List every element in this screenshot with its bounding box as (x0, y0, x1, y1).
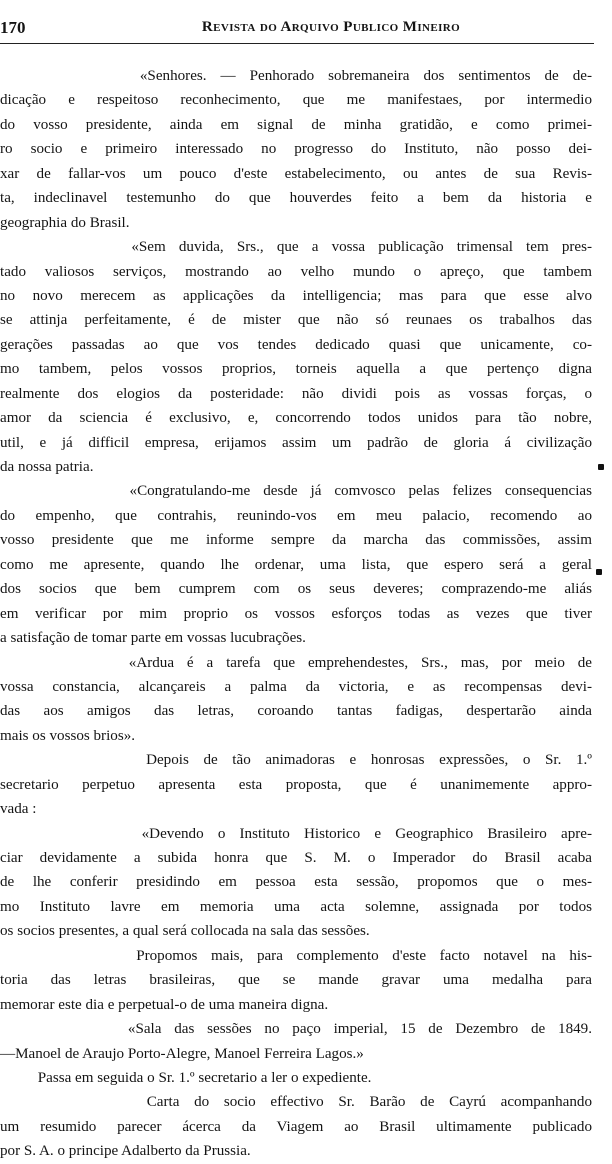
text-line: «Senhores. — Penhorado sobremaneira dos sentimentos de de- (0, 68, 592, 84)
text-line: dicação e respeitoso reconhecimento, que me manifestaes, por intermedio (0, 92, 592, 109)
running-title: Revista do Arquivo Publico Mineiro (201, 19, 461, 35)
text-line: como me apresente, quando lhe ordenar, uma lista, que espero será a geral (0, 556, 592, 573)
margin-mark (596, 569, 602, 575)
text-line: se attinja perfeitamente, é de mister que não só reunaes os trabalhos das (0, 312, 592, 329)
text-line: um resumido parecer ácerca da Viagem ao Brasil ultimamente publicado (0, 1118, 592, 1135)
text-line: das aos amigos das letras, coroando tantas fadigas, despertarão ainda (0, 703, 592, 720)
text-line: «Devendo o Instituto Historico e Geographico Brasileiro apre- (0, 825, 592, 842)
text-line: mo Instituto lavre em memoria uma acta solemne, assignada por todos (0, 898, 592, 915)
text-line: «Ardua é a tarefa que emprehendestes, Srs., mas, por meio de (0, 654, 592, 671)
text-line: Depois de tão animadoras e honrosas expressões, o Sr. 1.º (0, 752, 592, 769)
text-line: gerações passadas ao que vos tendes dedicado quasi que unicamente, co- (0, 336, 592, 353)
header-rule (0, 43, 594, 44)
margin-mark (598, 464, 604, 470)
text-line: geographia do Brasil. (0, 214, 130, 231)
text-line: vada : (0, 801, 37, 818)
text-line: «Congratulando-me desde já comvosco pelas felizes consequencias (0, 483, 592, 500)
text-line: mo tambem, pelos vossos proprios, torneis aquella a que pertenço digna (0, 361, 592, 378)
text-line: «Sala das sessões no paço imperial, 15 de Dezembro de 1849. (0, 1021, 592, 1038)
text-line: xar de fallar-vos um pouco d'este estabelecimento, ou antes de sua Revis- (0, 165, 592, 182)
text-line: por S. A. o principe Adalberto da Prussia. (0, 1143, 251, 1160)
text-line: vossa constancia, alcançareis a palma da victoria, e as recompensas devi- (0, 678, 592, 695)
text-line: ro socio e primeiro interessado no progresso do Instituto, não posso dei- (0, 141, 592, 158)
text-line: Passa em seguida o Sr. 1.º secretario a ler o expediente. (0, 1069, 372, 1086)
text-line: —Manoel de Araujo Porto-Alegre, Manoel Ferreira Lagos.» (0, 1045, 364, 1062)
text-line: ciar devidamente a subida honra que S. M. o Imperador do Brasil acaba (0, 850, 592, 866)
text-line: memorar este dia e perpetual-o de uma maneira digna. (0, 996, 329, 1013)
text-line: realmente dos elogios da posteridade: não dividi pois as vossas forças, o (0, 385, 592, 402)
text-line: vosso presidente que me informe sempre da marcha das commissões, assim (0, 532, 592, 549)
text-line: Carta do socio effectivo Sr. Barão de Cayrú acompanhando (0, 1094, 592, 1111)
text-line: tado valiosos serviços, mostrando ao velho mundo o apreço, que tambem (0, 263, 592, 280)
page-header (0, 18, 600, 40)
text-line: «Sem duvida, Srs., que a vossa publicação trimensal tem pres- (0, 239, 592, 256)
text-line: do empenho, que contrahis, reunindo-vos em meu palacio, recomendo ao (0, 507, 592, 524)
text-line: toria das letras brasileiras, que se mande gravar uma medalha para (0, 972, 592, 989)
text-line: secretario perpetuo apresenta esta proposta, que é unanimemente appro- (0, 776, 592, 793)
body-text (0, 64, 592, 1164)
text-line: do vosso presidente, ainda em signal de minha gratidão, e como primei- (0, 116, 592, 133)
text-line: amor da sciencia é exclusivo, e, concorrendo todos unidos para tão nobre, (0, 410, 592, 427)
text-line: da nossa patria. (0, 459, 94, 475)
text-line: em verificar por mim proprio os vossos esforços todas as vezes que tiver (0, 605, 592, 622)
text-line: os socios presentes, a qual será collocada na sala das sessões. (0, 923, 370, 940)
text-line: ta, indeclinavel testemunho do que houverdes feito a bem da historia e (0, 190, 592, 207)
page-number: 170 (0, 18, 26, 37)
text-line: no novo merecem as applicações da intelligencia; mas para que esse alvo (0, 287, 592, 304)
text-line: Propomos mais, para complemento d'este facto notavel na his- (0, 947, 592, 964)
text-line: util, e já difficil empresa, erijamos assim um padrão de gloria á civilização (0, 434, 592, 451)
text-line: de lhe conferir presidindo em pessoa esta sessão, propomos que o mes- (0, 874, 592, 891)
text-line: dos socios que bem cumprem com os seus deveres; comprazendo-me aliás (0, 581, 592, 598)
text-line: a satisfação de tomar parte em vossas lucubrações. (0, 630, 306, 647)
text-line: mais os vossos brios». (0, 727, 136, 744)
